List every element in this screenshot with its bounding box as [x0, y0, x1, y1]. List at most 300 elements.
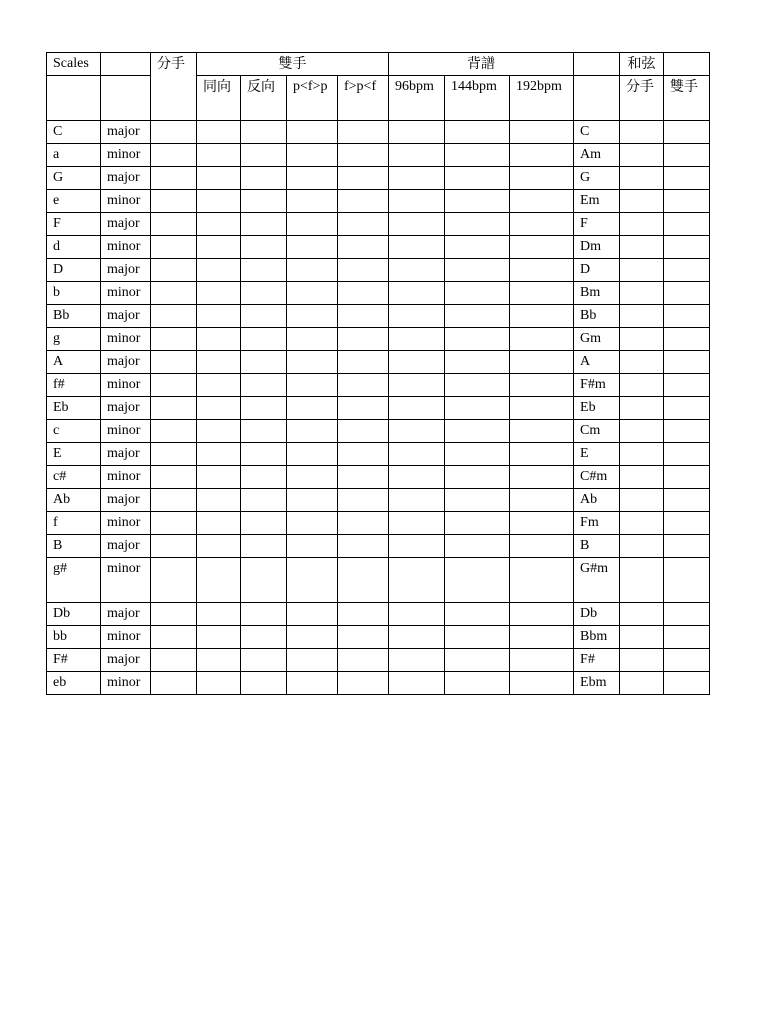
table-row: [47, 397, 710, 420]
separate-hands-cell: [151, 535, 197, 558]
chord-name-cell: F: [574, 213, 620, 236]
separate-hands-cell: [151, 558, 197, 603]
bpm-192-cell: [510, 672, 574, 695]
similar-motion-cell: [197, 167, 241, 190]
scale-key-cell: Db: [47, 603, 101, 626]
chord-name-cell: Db: [574, 603, 620, 626]
scales-header: Scales: [47, 53, 101, 76]
f-p-f-header: f>p<f: [338, 76, 389, 121]
scale-mode-cell: major: [101, 443, 151, 466]
similar-motion-cell: [197, 558, 241, 603]
scale-key-cell: b: [47, 282, 101, 305]
bpm-192-cell: [510, 282, 574, 305]
bpm-144-cell: [445, 558, 510, 603]
p-f-p-cell: [287, 626, 338, 649]
scale-key-cell: c: [47, 420, 101, 443]
table-row: [47, 259, 710, 282]
separate-hands-cell: [151, 167, 197, 190]
contrary-motion-cell: [241, 603, 287, 626]
separate-hands-cell: [151, 282, 197, 305]
separate-hands-cell: [151, 603, 197, 626]
scale-key-cell: A: [47, 351, 101, 374]
chord-name-cell: Gm: [574, 328, 620, 351]
separate-hands-cell: [151, 351, 197, 374]
table-row: [47, 282, 710, 305]
f-p-f-cell: [338, 167, 389, 190]
bpm-96-cell: [389, 489, 445, 512]
chord-name-cell: Bm: [574, 282, 620, 305]
scale-key-cell: Bb: [47, 305, 101, 328]
chord-separate-cell: [620, 259, 664, 282]
contrary-motion-header: 反向: [241, 76, 287, 121]
contrary-motion-cell: [241, 213, 287, 236]
bpm-192-cell: [510, 167, 574, 190]
bpm-144-cell: [445, 603, 510, 626]
bpm-96-header: 96bpm: [389, 76, 445, 121]
bpm-96-cell: [389, 259, 445, 282]
scale-key-cell: eb: [47, 672, 101, 695]
bpm-144-cell: [445, 512, 510, 535]
bpm-192-cell: [510, 190, 574, 213]
contrary-motion-cell: [241, 626, 287, 649]
chord-together-cell: [664, 259, 710, 282]
bpm-144-cell: [445, 649, 510, 672]
separate-hands-cell: [151, 672, 197, 695]
bpm-192-cell: [510, 443, 574, 466]
chord-name-cell: D: [574, 259, 620, 282]
separate-hands-cell: [151, 213, 197, 236]
similar-motion-cell: [197, 282, 241, 305]
contrary-motion-cell: [241, 672, 287, 695]
f-p-f-cell: [338, 420, 389, 443]
chord-together-cell: [664, 489, 710, 512]
chord-separate-cell: [620, 190, 664, 213]
bpm-96-cell: [389, 305, 445, 328]
chord-together-cell: [664, 512, 710, 535]
scale-mode-cell: minor: [101, 236, 151, 259]
bpm-192-cell: [510, 259, 574, 282]
table-row: [47, 558, 710, 603]
chord-together-cell: [664, 213, 710, 236]
from-memory-header: 背譜: [389, 53, 574, 76]
similar-motion-cell: [197, 535, 241, 558]
f-p-f-cell: [338, 190, 389, 213]
bpm-96-cell: [389, 672, 445, 695]
f-p-f-cell: [338, 236, 389, 259]
table-row: [47, 672, 710, 695]
chord-separate-cell: [620, 328, 664, 351]
bpm-192-cell: [510, 397, 574, 420]
p-f-p-cell: [287, 236, 338, 259]
chord-together-cell: [664, 443, 710, 466]
contrary-motion-cell: [241, 351, 287, 374]
chord-name-cell: Ebm: [574, 672, 620, 695]
chord-together-cell: [664, 167, 710, 190]
bpm-144-cell: [445, 626, 510, 649]
bpm-144-cell: [445, 535, 510, 558]
scale-key-cell: E: [47, 443, 101, 466]
similar-motion-cell: [197, 259, 241, 282]
p-f-p-header: p<f>p: [287, 76, 338, 121]
bpm-96-cell: [389, 351, 445, 374]
bpm-192-cell: [510, 626, 574, 649]
bpm-144-header: 144bpm: [445, 76, 510, 121]
table-row: [47, 213, 710, 236]
p-f-p-cell: [287, 259, 338, 282]
chord-separate-cell: [620, 282, 664, 305]
scale-key-cell: c#: [47, 466, 101, 489]
separate-hands-cell: [151, 649, 197, 672]
scale-mode-cell: minor: [101, 466, 151, 489]
table-row: [47, 603, 710, 626]
scales-subheader-blank: [47, 76, 101, 121]
scale-mode-cell: minor: [101, 190, 151, 213]
chord-separate-cell: [620, 351, 664, 374]
bpm-96-cell: [389, 236, 445, 259]
bpm-96-cell: [389, 603, 445, 626]
chord-together-cell: [664, 374, 710, 397]
separate-hands-cell: [151, 626, 197, 649]
table-row: [47, 328, 710, 351]
similar-motion-cell: [197, 328, 241, 351]
bpm-144-cell: [445, 213, 510, 236]
p-f-p-cell: [287, 167, 338, 190]
p-f-p-cell: [287, 144, 338, 167]
scale-mode-cell: major: [101, 397, 151, 420]
bpm-192-cell: [510, 213, 574, 236]
p-f-p-cell: [287, 466, 338, 489]
f-p-f-cell: [338, 672, 389, 695]
chord-name-cell: C#m: [574, 466, 620, 489]
scales-practice-table: [46, 52, 710, 695]
similar-motion-cell: [197, 351, 241, 374]
chord-together-cell: [664, 649, 710, 672]
chord-together-cell: [664, 558, 710, 603]
chord-together-cell: [664, 626, 710, 649]
similar-motion-cell: [197, 466, 241, 489]
bpm-144-cell: [445, 420, 510, 443]
bpm-144-cell: [445, 121, 510, 144]
bpm-96-cell: [389, 282, 445, 305]
bpm-144-cell: [445, 282, 510, 305]
mode-subheader-blank: [101, 76, 151, 121]
chord-name-header-blank: [574, 53, 620, 76]
chord-name-cell: Cm: [574, 420, 620, 443]
chord-separate-header: 分手: [620, 76, 664, 121]
chord-name-cell: A: [574, 351, 620, 374]
f-p-f-cell: [338, 443, 389, 466]
contrary-motion-cell: [241, 512, 287, 535]
scale-key-cell: a: [47, 144, 101, 167]
similar-motion-cell: [197, 397, 241, 420]
chord-separate-cell: [620, 144, 664, 167]
chord-together-cell: [664, 420, 710, 443]
f-p-f-cell: [338, 351, 389, 374]
chord-name-cell: B: [574, 535, 620, 558]
chord-name-cell: Am: [574, 144, 620, 167]
table-row: [47, 121, 710, 144]
scale-mode-cell: minor: [101, 512, 151, 535]
bpm-96-cell: [389, 397, 445, 420]
separate-hands-cell: [151, 236, 197, 259]
chord-together-cell: [664, 144, 710, 167]
bpm-192-cell: [510, 558, 574, 603]
bpm-192-cell: [510, 512, 574, 535]
bpm-144-cell: [445, 374, 510, 397]
bpm-96-cell: [389, 649, 445, 672]
table-row: [47, 190, 710, 213]
chord-name-cell: Ab: [574, 489, 620, 512]
bpm-96-cell: [389, 443, 445, 466]
chord-separate-cell: [620, 121, 664, 144]
chord-together-cell: [664, 535, 710, 558]
scale-key-cell: B: [47, 535, 101, 558]
chord-together-header: 雙手: [664, 76, 710, 121]
bpm-96-cell: [389, 374, 445, 397]
p-f-p-cell: [287, 443, 338, 466]
p-f-p-cell: [287, 213, 338, 236]
chords-header: 和弦: [620, 53, 664, 76]
scale-key-cell: Eb: [47, 397, 101, 420]
f-p-f-cell: [338, 213, 389, 236]
bpm-192-cell: [510, 466, 574, 489]
separate-hands-cell: [151, 190, 197, 213]
chord-name-cell: G: [574, 167, 620, 190]
table-row: [47, 489, 710, 512]
contrary-motion-cell: [241, 489, 287, 512]
bpm-96-cell: [389, 512, 445, 535]
table-row: [47, 466, 710, 489]
p-f-p-cell: [287, 374, 338, 397]
contrary-motion-cell: [241, 167, 287, 190]
table-row: [47, 420, 710, 443]
f-p-f-cell: [338, 466, 389, 489]
similar-motion-cell: [197, 305, 241, 328]
f-p-f-cell: [338, 535, 389, 558]
chord-together-cell: [664, 236, 710, 259]
f-p-f-cell: [338, 305, 389, 328]
chord-together-cell: [664, 328, 710, 351]
similar-motion-cell: [197, 603, 241, 626]
chord-together-cell: [664, 672, 710, 695]
hands-together-header: 雙手: [197, 53, 389, 76]
bpm-96-cell: [389, 144, 445, 167]
chord-together-cell: [664, 466, 710, 489]
separate-hands-cell: [151, 466, 197, 489]
similar-motion-cell: [197, 144, 241, 167]
table-row: [47, 535, 710, 558]
separate-hands-cell: [151, 443, 197, 466]
bpm-192-cell: [510, 374, 574, 397]
scale-key-cell: d: [47, 236, 101, 259]
contrary-motion-cell: [241, 305, 287, 328]
chord-name-cell: Em: [574, 190, 620, 213]
chord-separate-cell: [620, 420, 664, 443]
separate-hands-cell: [151, 374, 197, 397]
bpm-192-header: 192bpm: [510, 76, 574, 121]
chord-name-cell: C: [574, 121, 620, 144]
scale-mode-cell: major: [101, 121, 151, 144]
header-row-1: [47, 53, 710, 76]
bpm-144-cell: [445, 305, 510, 328]
table-row: [47, 351, 710, 374]
scale-key-cell: Ab: [47, 489, 101, 512]
scale-key-cell: bb: [47, 626, 101, 649]
bpm-96-cell: [389, 466, 445, 489]
contrary-motion-cell: [241, 535, 287, 558]
bpm-144-cell: [445, 489, 510, 512]
chord-separate-cell: [620, 167, 664, 190]
f-p-f-cell: [338, 259, 389, 282]
bpm-144-cell: [445, 236, 510, 259]
table-row: [47, 167, 710, 190]
p-f-p-cell: [287, 649, 338, 672]
p-f-p-cell: [287, 397, 338, 420]
chord-together-cell: [664, 190, 710, 213]
similar-motion-cell: [197, 374, 241, 397]
table-row: [47, 649, 710, 672]
scale-mode-cell: major: [101, 213, 151, 236]
scale-mode-cell: minor: [101, 328, 151, 351]
bpm-96-cell: [389, 167, 445, 190]
f-p-f-cell: [338, 489, 389, 512]
p-f-p-cell: [287, 282, 338, 305]
p-f-p-cell: [287, 328, 338, 351]
chord-separate-cell: [620, 489, 664, 512]
f-p-f-cell: [338, 144, 389, 167]
scale-key-cell: F#: [47, 649, 101, 672]
table-row: [47, 512, 710, 535]
similar-motion-cell: [197, 420, 241, 443]
chord-separate-cell: [620, 535, 664, 558]
similar-motion-cell: [197, 626, 241, 649]
scale-key-cell: g#: [47, 558, 101, 603]
scale-mode-cell: major: [101, 603, 151, 626]
chord-name-cell: F#m: [574, 374, 620, 397]
separate-hands-cell: [151, 144, 197, 167]
chord-together-cell: [664, 397, 710, 420]
p-f-p-cell: [287, 420, 338, 443]
bpm-144-cell: [445, 144, 510, 167]
chord-name-cell: Bb: [574, 305, 620, 328]
bpm-144-cell: [445, 397, 510, 420]
p-f-p-cell: [287, 121, 338, 144]
mode-header-blank: [101, 53, 151, 76]
scale-mode-cell: minor: [101, 374, 151, 397]
chord-name-cell: G#m: [574, 558, 620, 603]
similar-motion-cell: [197, 512, 241, 535]
bpm-192-cell: [510, 121, 574, 144]
chord-separate-cell: [620, 558, 664, 603]
chord-separate-cell: [620, 466, 664, 489]
scale-mode-cell: major: [101, 649, 151, 672]
contrary-motion-cell: [241, 282, 287, 305]
scale-mode-cell: minor: [101, 420, 151, 443]
scale-key-cell: G: [47, 167, 101, 190]
bpm-144-cell: [445, 167, 510, 190]
chord-together-cell: [664, 282, 710, 305]
f-p-f-cell: [338, 649, 389, 672]
bpm-96-cell: [389, 328, 445, 351]
separate-hands-cell: [151, 512, 197, 535]
chord-separate-cell: [620, 649, 664, 672]
separate-hands-cell: [151, 328, 197, 351]
chord-separate-cell: [620, 374, 664, 397]
bpm-192-cell: [510, 236, 574, 259]
contrary-motion-cell: [241, 328, 287, 351]
bpm-96-cell: [389, 213, 445, 236]
bpm-144-cell: [445, 443, 510, 466]
bpm-144-cell: [445, 190, 510, 213]
p-f-p-cell: [287, 558, 338, 603]
chord-name-cell: Dm: [574, 236, 620, 259]
bpm-192-cell: [510, 305, 574, 328]
scale-mode-cell: major: [101, 351, 151, 374]
chord-separate-cell: [620, 626, 664, 649]
bpm-192-cell: [510, 351, 574, 374]
separate-hands-cell: [151, 420, 197, 443]
bpm-144-cell: [445, 351, 510, 374]
bpm-144-cell: [445, 672, 510, 695]
bpm-96-cell: [389, 420, 445, 443]
scale-mode-cell: minor: [101, 282, 151, 305]
table-row: [47, 443, 710, 466]
chord-name-cell: E: [574, 443, 620, 466]
p-f-p-cell: [287, 190, 338, 213]
bpm-144-cell: [445, 328, 510, 351]
bpm-96-cell: [389, 626, 445, 649]
separate-hands-cell: [151, 259, 197, 282]
bpm-96-cell: [389, 535, 445, 558]
chord-separate-cell: [620, 672, 664, 695]
bpm-192-cell: [510, 328, 574, 351]
p-f-p-cell: [287, 603, 338, 626]
table-row: [47, 144, 710, 167]
chord-separate-cell: [620, 443, 664, 466]
p-f-p-cell: [287, 535, 338, 558]
table-row: [47, 374, 710, 397]
similar-motion-cell: [197, 190, 241, 213]
f-p-f-cell: [338, 558, 389, 603]
separate-hands-cell: [151, 305, 197, 328]
chord-name-cell: Bbm: [574, 626, 620, 649]
scale-key-cell: e: [47, 190, 101, 213]
contrary-motion-cell: [241, 144, 287, 167]
bpm-96-cell: [389, 190, 445, 213]
chords-header-blank: [664, 53, 710, 76]
chord-together-cell: [664, 305, 710, 328]
bpm-192-cell: [510, 649, 574, 672]
scale-mode-cell: major: [101, 305, 151, 328]
contrary-motion-cell: [241, 236, 287, 259]
contrary-motion-cell: [241, 190, 287, 213]
scale-key-cell: D: [47, 259, 101, 282]
chord-separate-cell: [620, 603, 664, 626]
contrary-motion-cell: [241, 259, 287, 282]
scale-key-cell: F: [47, 213, 101, 236]
p-f-p-cell: [287, 512, 338, 535]
similar-motion-header: 同向: [197, 76, 241, 121]
p-f-p-cell: [287, 305, 338, 328]
bpm-144-cell: [445, 259, 510, 282]
separate-hands-cell: [151, 397, 197, 420]
p-f-p-cell: [287, 489, 338, 512]
scale-mode-cell: major: [101, 489, 151, 512]
similar-motion-cell: [197, 649, 241, 672]
separate-hands-cell: [151, 121, 197, 144]
f-p-f-cell: [338, 121, 389, 144]
bpm-96-cell: [389, 121, 445, 144]
